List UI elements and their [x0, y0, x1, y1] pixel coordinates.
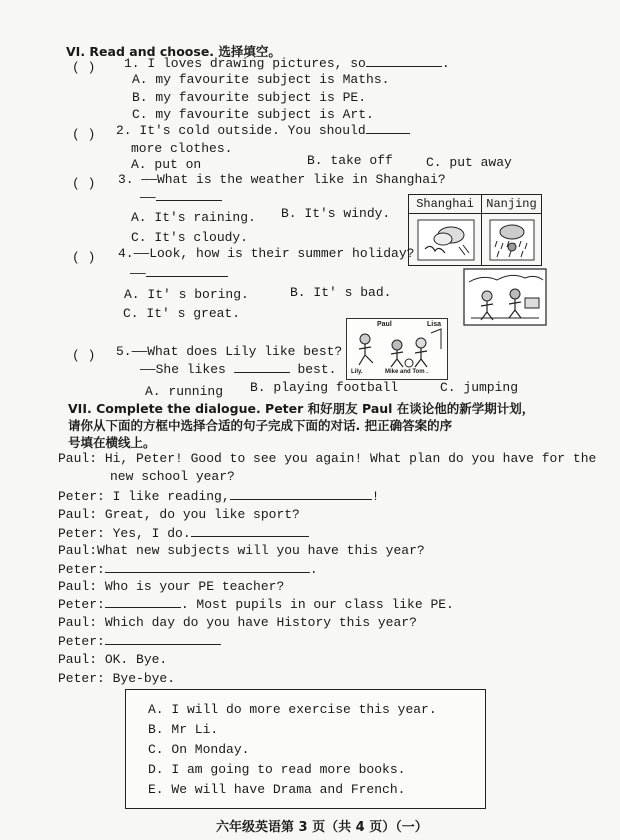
table-header-shanghai: Shanghai	[409, 195, 481, 214]
dialogue-text: new school year?	[110, 469, 235, 484]
shanghai-weather-icon	[417, 219, 475, 261]
speaker-label: Paul:	[58, 615, 98, 630]
q1-stem	[124, 56, 450, 71]
dialogue-line-10	[58, 634, 221, 649]
q3-stem: 3. ——What is the weather like in Shanghai?	[118, 172, 446, 187]
dialogue-blank-2[interactable]	[191, 535, 309, 537]
speaker-label: Peter:	[58, 671, 105, 686]
dialogue-text: Which day do you have History this year?	[97, 615, 417, 630]
dialogue-blank-5[interactable]	[105, 643, 221, 645]
q1-stem-text: 1. I loves drawing pictures, so	[124, 56, 366, 71]
dialogue-line-8	[58, 597, 454, 612]
q2-option-c[interactable]: C. put away	[426, 155, 512, 170]
q4-option-a[interactable]: A. It' s boring.	[124, 287, 249, 302]
speaker-label: Peter:	[58, 489, 105, 504]
q5-option-b[interactable]: B. playing football	[250, 380, 399, 395]
table-divider	[481, 195, 482, 265]
q5-option-a[interactable]: A. running	[145, 384, 224, 399]
dialogue-text: I like reading,	[104, 489, 230, 504]
dialogue-line-5	[58, 543, 425, 558]
dialogue-text: What new subjects will you have this year?	[97, 543, 425, 558]
summer-holiday-picture	[463, 268, 547, 326]
dialogue-line-9	[58, 615, 417, 630]
q2-blank[interactable]	[366, 132, 410, 134]
dialogue-line-6	[58, 562, 318, 577]
section-7-heading-line2: 请你从下面的方框中选择合适的句子完成下面的对话. 把正确答案的序	[68, 418, 453, 433]
section-6-heading: VI. Read and choose. 选择填空。	[66, 44, 281, 59]
pic-label-mike-tom: Mike and Tom .	[385, 369, 428, 375]
q4-option-c[interactable]: C. It' s great.	[123, 306, 241, 321]
q5-line2-text: ——She likes	[140, 362, 226, 377]
page-footer: 六年级英语第 3 页（共 4 页）（一）	[216, 820, 428, 835]
pic-label-lily: Lily.	[351, 369, 363, 375]
q3-dash: ——	[140, 190, 156, 205]
speaker-label: Paul:	[58, 507, 98, 522]
q2-stem-line2: more clothes.	[131, 141, 233, 156]
dialogue-text: . Most pupils in our class like PE.	[180, 597, 454, 612]
dialogue-punct: .	[309, 562, 318, 577]
sports-picture	[346, 318, 448, 380]
dialogue-blank-3[interactable]	[105, 571, 310, 573]
q3-option-a[interactable]: A. It's raining.	[131, 210, 256, 225]
q4-answer-line	[130, 266, 228, 281]
speaker-label: Paul:	[58, 451, 98, 466]
pic-label-paul: Paul	[377, 321, 392, 328]
q1-stem-end: .	[441, 56, 450, 71]
q1-option-b[interactable]: B. my favourite subject is PE.	[132, 90, 367, 105]
dialogue-line-7	[58, 579, 284, 594]
option-c[interactable]: C. On Monday.	[148, 742, 250, 757]
dialogue-text: Great, do you like sport?	[97, 507, 300, 522]
dialogue-line-11	[58, 652, 167, 667]
q4-option-b[interactable]: B. It' s bad.	[290, 285, 392, 300]
option-e[interactable]: E. We will have Drama and French.	[148, 782, 406, 797]
dialogue-blank-4[interactable]	[105, 606, 181, 608]
q2-option-a[interactable]: A. put on	[131, 157, 202, 172]
q2-answer-paren[interactable]: ( )	[72, 127, 96, 142]
dialogue-line-4	[58, 526, 309, 541]
q4-dash: ——	[130, 266, 146, 281]
q1-option-a[interactable]: A. my favourite subject is Maths.	[132, 72, 390, 87]
q1-blank[interactable]	[366, 65, 442, 67]
q2-option-b[interactable]: B. take off	[307, 153, 393, 168]
speaker-label: Paul:	[58, 543, 98, 558]
speaker-label: Peter:	[58, 562, 105, 577]
q5-stem-line2	[140, 362, 336, 377]
weather-table	[408, 194, 542, 266]
nanjing-weather-icon	[489, 219, 535, 261]
options-box	[125, 689, 486, 809]
dialogue-line-1-cont	[110, 469, 235, 484]
dialogue-line-1	[58, 451, 596, 466]
q1-answer-paren[interactable]: ( )	[72, 60, 96, 75]
q3-option-b[interactable]: B. It's windy.	[281, 206, 391, 221]
dialogue-blank-1[interactable]	[230, 498, 372, 500]
section-7-heading-line1: VII. Complete the dialogue. Peter 和好朋友 Paul 在谈论他的新学期计划，	[68, 401, 535, 416]
q3-option-c[interactable]: C. It's cloudy.	[131, 230, 249, 245]
table-header-nanjing: Nanjing	[482, 195, 541, 214]
q5-blank[interactable]	[234, 371, 290, 373]
dialogue-text: OK. Bye.	[97, 652, 168, 667]
dialogue-text: Bye-bye.	[104, 671, 176, 686]
dialogue-line-3	[58, 507, 300, 522]
speaker-label: Peter:	[58, 526, 105, 541]
q3-blank[interactable]	[156, 199, 222, 201]
q5-stem: 5.——What does Lily like best?	[116, 344, 343, 359]
speaker-label: Peter:	[58, 597, 105, 612]
q2-stem	[116, 123, 410, 138]
dialogue-text: Who is your PE teacher?	[97, 579, 285, 594]
dialogue-punct: !	[371, 489, 380, 504]
option-a[interactable]: A. I will do more exercise this year.	[148, 702, 437, 717]
q5-option-c[interactable]: C. jumping	[440, 380, 519, 395]
speaker-label: Paul:	[58, 579, 98, 594]
dialogue-text: Yes, I do.	[104, 526, 191, 541]
q5-answer-paren[interactable]: ( )	[72, 348, 96, 363]
q2-stem-text: 2. It's cold outside. You should	[116, 123, 366, 138]
q5-line2-end: best.	[297, 362, 337, 377]
option-b[interactable]: B. Mr Li.	[148, 722, 219, 737]
dialogue-line-2	[58, 489, 379, 504]
dialogue-text: Hi, Peter! Good to see you again! What plan do you have for the	[97, 451, 597, 466]
speaker-label: Peter:	[58, 634, 105, 649]
q1-option-c[interactable]: C. my favourite subject is Art.	[132, 107, 374, 122]
speaker-label: Paul:	[58, 652, 98, 667]
section-7-heading-line3: 号填在横线上。	[68, 435, 156, 450]
q3-answer-paren[interactable]: ( )	[72, 176, 96, 191]
pic-label-lisa: Lisa	[427, 321, 442, 328]
q4-stem: 4.——Look, how is their summer holiday?	[118, 246, 415, 261]
option-d[interactable]: D. I am going to read more books.	[148, 762, 406, 777]
q4-blank[interactable]	[146, 275, 228, 277]
q4-answer-paren[interactable]: ( )	[72, 250, 96, 265]
dialogue-line-12	[58, 671, 175, 686]
q3-answer-line	[140, 190, 222, 205]
